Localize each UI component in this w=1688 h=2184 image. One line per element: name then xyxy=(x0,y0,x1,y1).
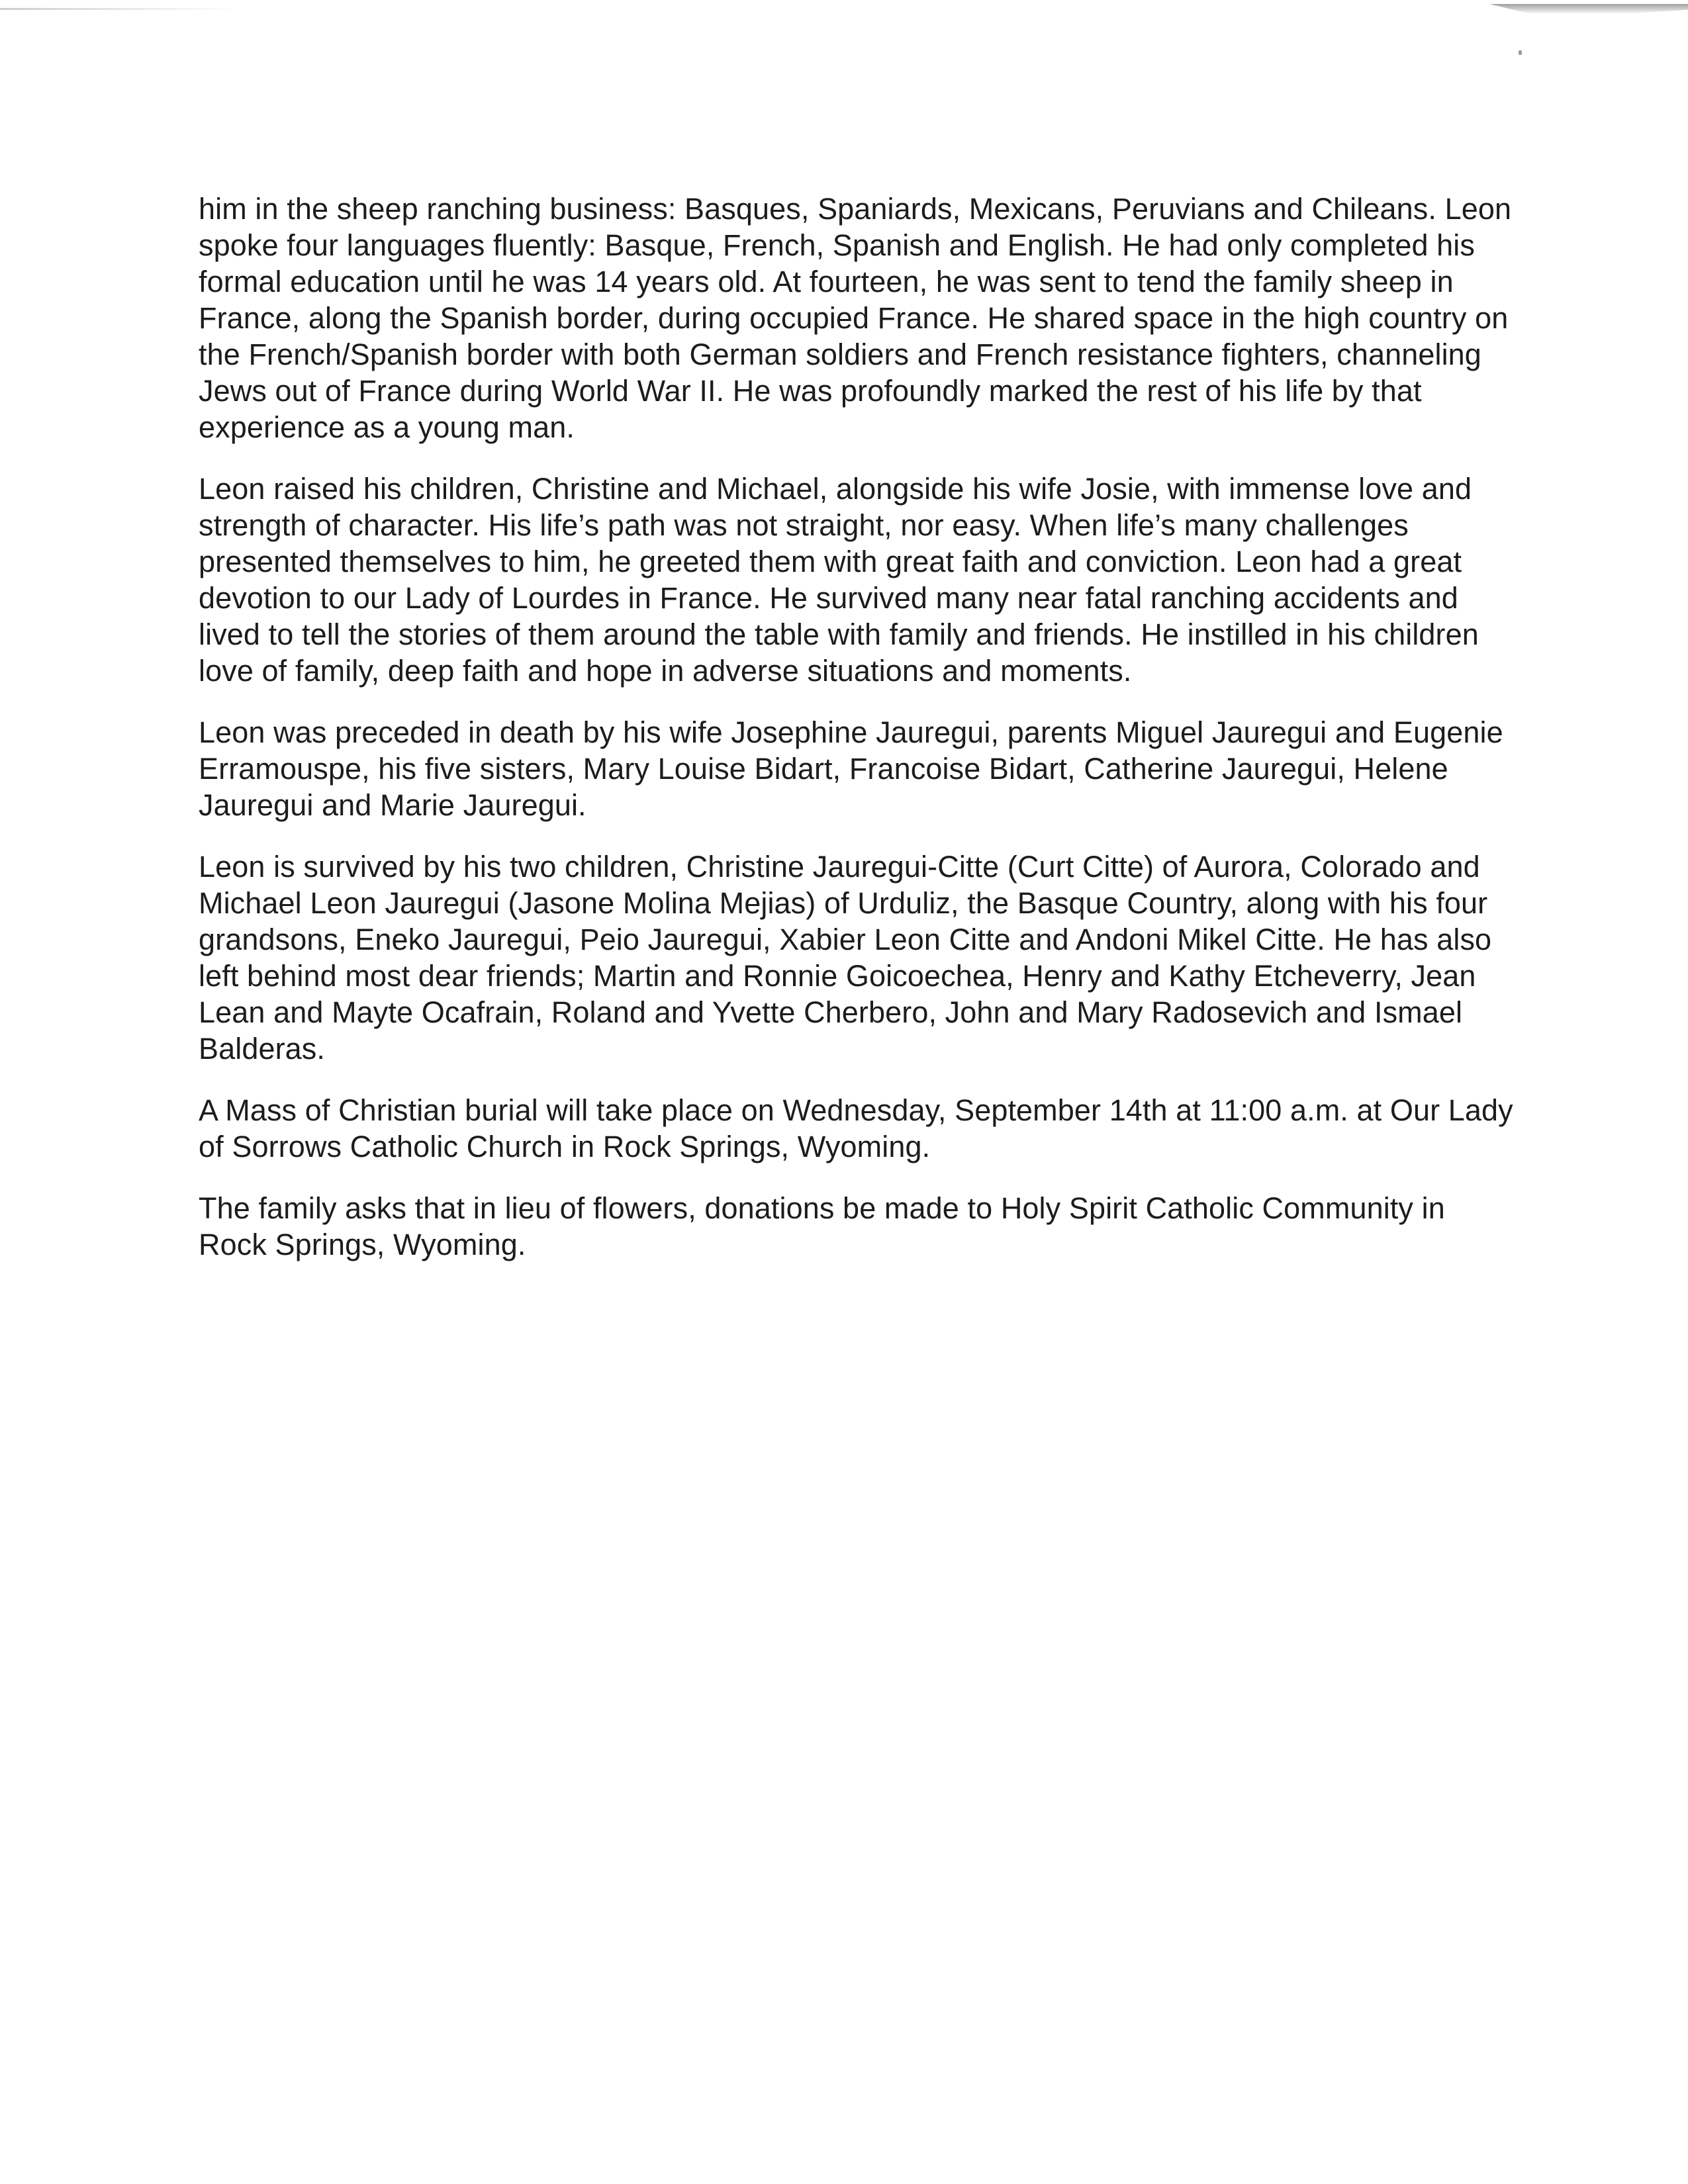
obituary-body xyxy=(199,191,1516,1288)
scan-edge-shadow-left xyxy=(0,8,238,10)
paragraph-sheep-ranching: him in the sheep ranching business: Basques, Spaniards, Mexicans, Peruvians and Chileans. Leon spoke four languages fluently: Basque, French, Spanish and English. He had only completed his formal education until he was 14 years old. At fourteen, he was sent to tend the family sheep in France, along the Spanish border, during occupied France. He shared space in the high country on the French/Spanish border with both German soldiers and French resistance fighters, channeling Jews out of France during World War II. He was profoundly marked the rest of his life by that experience as a young man. xyxy=(199,192,1512,444)
paragraph-survived-by: Leon is survived by his two children, Christine Jauregui-Citte (Curt Citte) of Aurora, Colorado and Michael Leon Jauregui (Jasone Molina Mejias) of Urduliz, the Basque Country, along with his four grandsons, Eneko Jauregui, Peio Jauregui, Xabier Leon Citte and Andoni Mikel Citte. He has also left behind most dear friends; Martin and Ronnie Goicoechea, Henry and Kathy Etcheverry, Jean Lean and Mayte Ocafrain, Roland and Yvette Cherbero, John and Mary Radosevich and Ismael Balderas. xyxy=(199,850,1492,1066)
scan-edge-shadow-right xyxy=(1489,4,1688,19)
paragraph-mass-burial: A Mass of Christian burial will take place on Wednesday, September 14th at 11:00 a.m. at Our Lady of Sorrows Catholic Church in Rock Springs, Wyoming. xyxy=(199,1093,1513,1163)
scan-speck xyxy=(1519,50,1522,55)
paragraph-children-family: Leon raised his children, Christine and Michael, alongside his wife Josie, with immense love and strength of character. His life’s path was not straight, nor easy. When life’s many challenges presented themselves to him, he greeted them with great faith and conviction. Leon had a great devotion to our Lady of Lourdes in France. He survived many near fatal ranching accidents and lived to tell the stories of them around the table with family and friends. He instilled in his children love of family, deep faith and hope in adverse situations and moments. xyxy=(199,472,1479,688)
paragraph-donations: The family asks that in lieu of flowers, donations be made to Holy Spirit Catholic Community in Rock Springs, Wyoming. xyxy=(199,1191,1445,1261)
paragraph-preceded-in-death: Leon was preceded in death by his wife Josephine Jauregui, parents Miguel Jauregui and Eugenie Erramouspe, his five sisters, Mary Louise Bidart, Francoise Bidart, Catherine Jauregui, Helene Jauregui and Marie Jauregui. xyxy=(199,715,1503,822)
